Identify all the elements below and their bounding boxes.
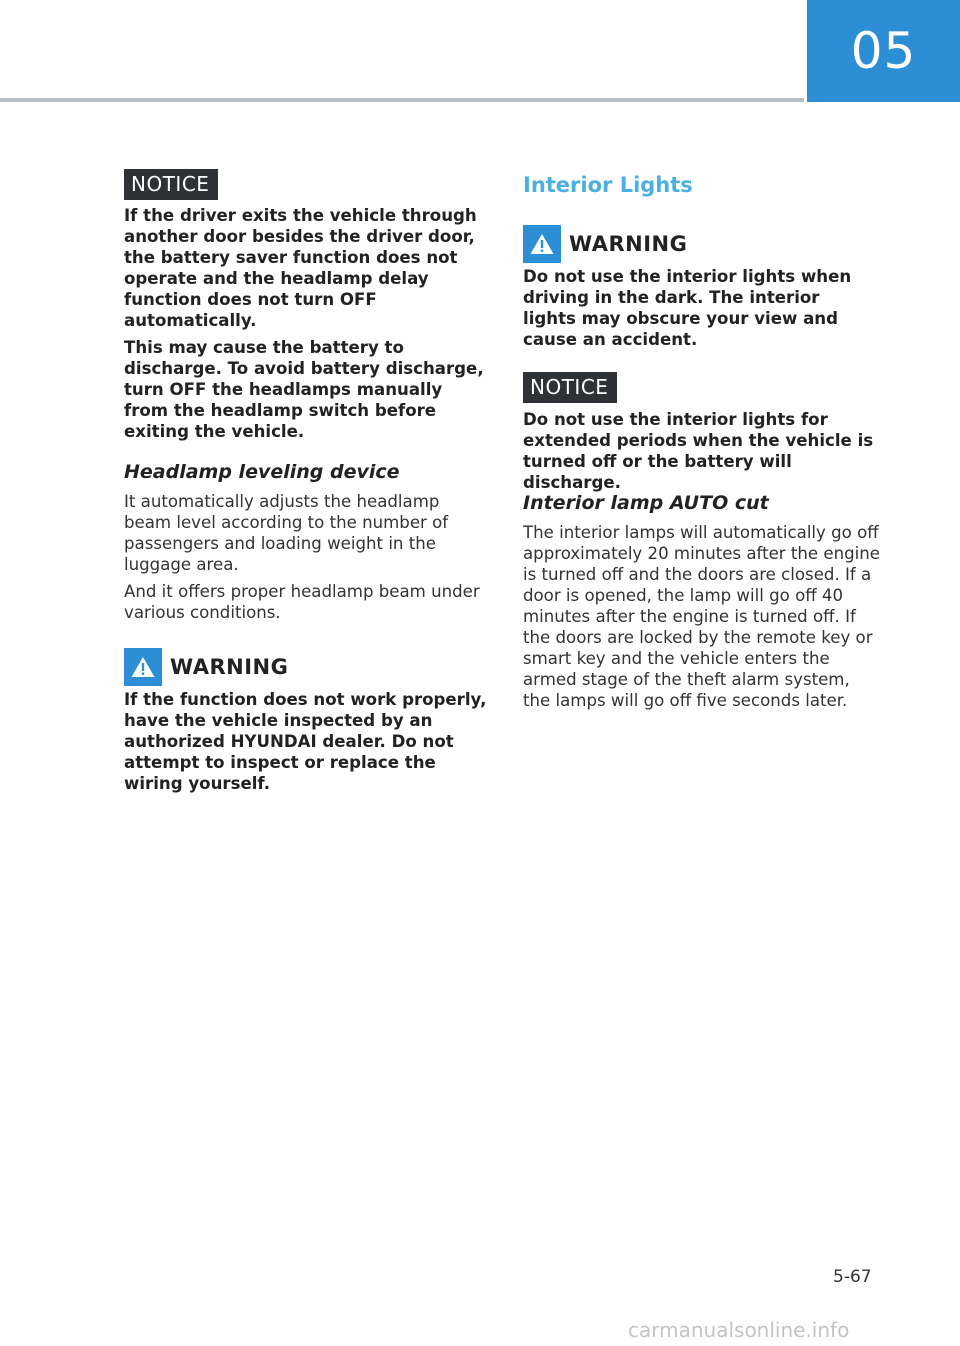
leveling-body (124, 491, 486, 623)
auto-cut-body: The interior lamps will automatically go off approximately 20 minutes after the engine is turned off and the doors are closed. If a door is opened, the lamp will go off 40 minutes after the engine is turned off. If the doors are locked by the remote key or smart key and the vehicle enters the armed stage of the theft alarm system, the lamps will go off five seconds later. (523, 523, 880, 710)
warning-triangle-icon (124, 648, 162, 686)
leveling-heading: Headlamp leveling device (124, 461, 400, 483)
header-rule (0, 98, 804, 102)
section-title: Interior Lights (523, 173, 693, 197)
chapter-tab (807, 0, 960, 102)
leveling-paragraph: And it offers proper headlamp beam under various conditions. (124, 582, 480, 622)
auto-cut-heading: Interior lamp AUTO cut (523, 492, 769, 514)
warning-label: WARNING (170, 655, 289, 679)
notice-body: Do not use the interior lights for extended periods when the vehicle is turned off or the battery will discharge. (523, 410, 874, 492)
warning-header (523, 225, 687, 263)
page-number: 5-67 (833, 1267, 872, 1287)
watermark: carmanualsonline.info (628, 1318, 850, 1342)
notice-body (124, 205, 490, 442)
notice-badge: NOTICE (523, 372, 617, 403)
warning-triangle-icon (523, 225, 561, 263)
chapter-number: 05 (850, 22, 917, 80)
notice-badge: NOTICE (124, 169, 218, 200)
notice-paragraph: This may cause the battery to discharge. To avoid battery discharge, turn OFF the headlamps manually from the headlamp switch before exiting the vehicle. (124, 338, 484, 441)
notice-paragraph: If the driver exits the vehicle through another door besides the driver door, the battery saver function does not operate and the headlamp delay function does not turn OFF automatically. (124, 206, 477, 330)
warning-header (124, 648, 288, 686)
leveling-paragraph: It automatically adjusts the headlamp beam level according to the number of passengers and loading weight in the luggage area. (124, 492, 449, 574)
warning-body: If the function does not work properly, have the vehicle inspected by an authorized HYUNDAI dealer. Do not attempt to inspect or replace the wiring yourself. (124, 690, 487, 793)
warning-body: Do not use the interior lights when driving in the dark. The interior lights may obscure your view and cause an accident. (523, 267, 852, 349)
warning-label: WARNING (569, 232, 688, 256)
